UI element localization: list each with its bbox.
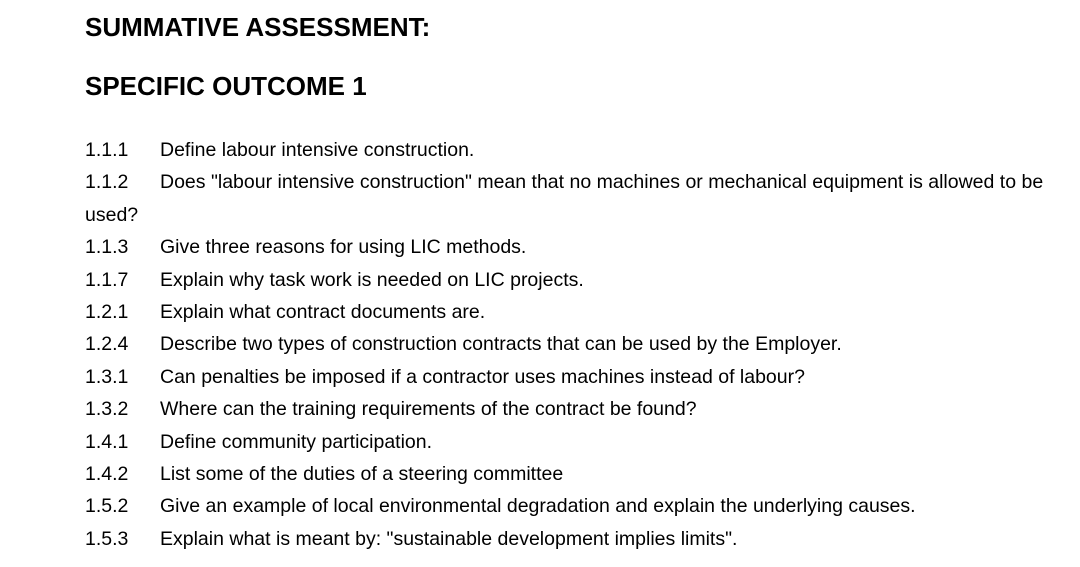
question-item — [85, 166, 1045, 231]
question-item — [85, 328, 1045, 360]
question-item — [85, 296, 1045, 328]
question-number: 1.5.3 — [85, 527, 129, 550]
question-number: 1.5.2 — [85, 495, 129, 518]
question-number: 1.1.1 — [85, 139, 129, 161]
question-number: 1.2.4 — [85, 333, 129, 356]
question-number: 1.4.1 — [85, 430, 129, 453]
question-item — [85, 361, 1045, 393]
document-subtitle: SPECIFIC OUTCOME 1 — [85, 71, 367, 101]
question-text: Define labour intensive construction. — [160, 139, 475, 161]
question-text: Where can the training requirements of the contract be found? — [160, 398, 697, 421]
question-list — [85, 134, 1045, 555]
question-text: Define community participation. — [160, 430, 433, 453]
question-number: 1.2.1 — [85, 301, 129, 324]
question-text: Explain what contract documents are. — [160, 301, 486, 324]
question-number: 1.1.2 — [85, 171, 129, 194]
question-text: Can penalties be imposed if a contractor uses machines instead of labour? — [160, 365, 805, 388]
question-item — [85, 523, 1045, 555]
question-item — [85, 393, 1045, 425]
question-item — [85, 490, 1045, 522]
question-number: 1.1.7 — [85, 268, 129, 291]
question-text: Give three reasons for using LIC methods. — [160, 236, 527, 259]
question-text: Does "labour intensive construction" mean that no machines or mechanical equipment is allowed to be used? — [85, 171, 1044, 226]
question-text: Give an example of local environmental degradation and explain the underlying causes. — [160, 495, 916, 518]
question-text: Explain what is meant by: "sustainable development implies limits". — [160, 527, 738, 550]
question-text: Describe two types of construction contracts that can be used by the Employer. — [160, 333, 842, 356]
document-title: SUMMATIVE ASSESSMENT: — [85, 12, 431, 42]
question-number: 1.4.2 — [85, 463, 129, 486]
question-item — [85, 458, 1045, 490]
question-number: 1.3.1 — [85, 365, 129, 388]
question-number: 1.1.3 — [85, 236, 129, 259]
question-item — [85, 264, 1045, 296]
question-text: Explain why task work is needed on LIC projects. — [160, 268, 584, 291]
question-number: 1.3.2 — [85, 398, 129, 421]
question-item — [85, 134, 1045, 166]
question-item — [85, 426, 1045, 458]
question-text: List some of the duties of a steering committee — [160, 463, 564, 486]
question-item — [85, 231, 1045, 263]
